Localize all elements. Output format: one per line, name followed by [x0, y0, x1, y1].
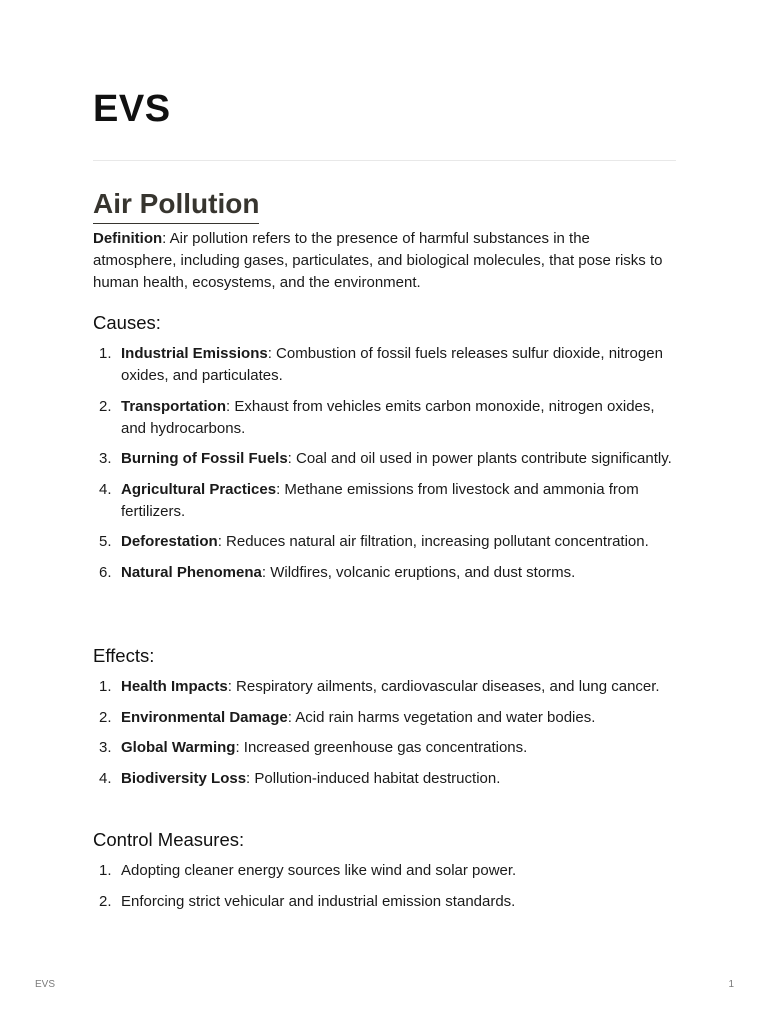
list-number: 1. [99, 862, 112, 879]
list-text: : Exhaust from vehicles emits carbon monoxide, nitrogen oxides, and hydrocarbons. [121, 397, 655, 437]
list-term: Deforestation [121, 533, 218, 550]
control-measures-list [93, 860, 676, 921]
title-divider [93, 160, 676, 161]
list-text: Adopting cleaner energy sources like wind and solar power. [121, 862, 517, 879]
list-number: 1. [99, 678, 112, 695]
list-text: : Coal and oil used in power plants contribute significantly. [287, 450, 672, 467]
list-item [93, 562, 676, 584]
footer-page-number: 1 [728, 979, 734, 990]
list-term: Global Warming [121, 739, 236, 756]
list-number: 2. [99, 397, 112, 415]
list-term: Industrial Emissions [121, 345, 268, 362]
control-measures-heading: Control Measures: [93, 829, 245, 850]
list-text: Enforcing strict vehicular and industrial emission standards. [121, 892, 516, 910]
list-text: : Methane emissions from livestock and ammonia from fertilizers. [121, 480, 639, 520]
list-number: 6. [99, 563, 112, 581]
list-text: : Pollution-induced habitat destruction. [246, 769, 501, 787]
list-text: : Combustion of fossil fuels releases sulfur dioxide, nitrogen oxides, and particulates. [121, 345, 663, 384]
list-text: : Wildfires, volcanic eruptions, and dust storms. [261, 563, 576, 581]
list-term: Natural Phenomena [121, 563, 262, 581]
list-term: Environmental Damage [121, 708, 288, 726]
definition-label: Definition [93, 230, 163, 247]
document-title: EVS [93, 88, 171, 130]
section-heading-air-pollution: Air Pollution [93, 186, 259, 224]
list-term: Agricultural Practices [121, 480, 277, 498]
causes-heading: Causes: [93, 312, 161, 333]
list-item [93, 343, 676, 387]
footer-document-name: EVS [35, 979, 56, 990]
list-item [93, 676, 676, 698]
list-number: 5. [99, 533, 112, 550]
causes-list [93, 343, 676, 592]
list-text: : Reduces natural air filtration, increasing pollutant concentration. [217, 533, 649, 550]
list-item [93, 707, 676, 729]
definition-paragraph [93, 228, 676, 294]
list-text: : Increased greenhouse gas concentrations. [235, 739, 528, 756]
list-number: 4. [99, 480, 112, 498]
list-number: 2. [99, 892, 112, 910]
list-term: Health Impacts [121, 678, 228, 695]
list-item [93, 531, 676, 553]
list-item [93, 891, 676, 913]
list-term: Transportation [121, 397, 227, 415]
list-term: Biodiversity Loss [121, 769, 247, 787]
list-item [93, 479, 676, 523]
list-number: 2. [99, 708, 112, 726]
list-term: Burning of Fossil Fuels [121, 450, 288, 467]
effects-list [93, 676, 676, 798]
list-number: 3. [99, 450, 112, 467]
definition-text: : Air pollution refers to the presence of harmful substances in the atmosphere, including gases, particulates, and biological molecules, that pose risks to human health, ecosystems, and the environment. [93, 230, 663, 291]
list-number: 1. [99, 345, 112, 362]
list-text: : Respiratory ailments, cardiovascular diseases, and lung cancer. [227, 678, 660, 695]
list-number: 3. [99, 739, 112, 756]
list-item [93, 768, 676, 790]
list-item [93, 860, 676, 882]
effects-heading: Effects: [93, 645, 155, 666]
list-item [93, 448, 676, 470]
list-item [93, 737, 676, 759]
list-item [93, 396, 676, 440]
list-number: 4. [99, 769, 112, 787]
list-text: : Acid rain harms vegetation and water bodies. [287, 708, 596, 726]
